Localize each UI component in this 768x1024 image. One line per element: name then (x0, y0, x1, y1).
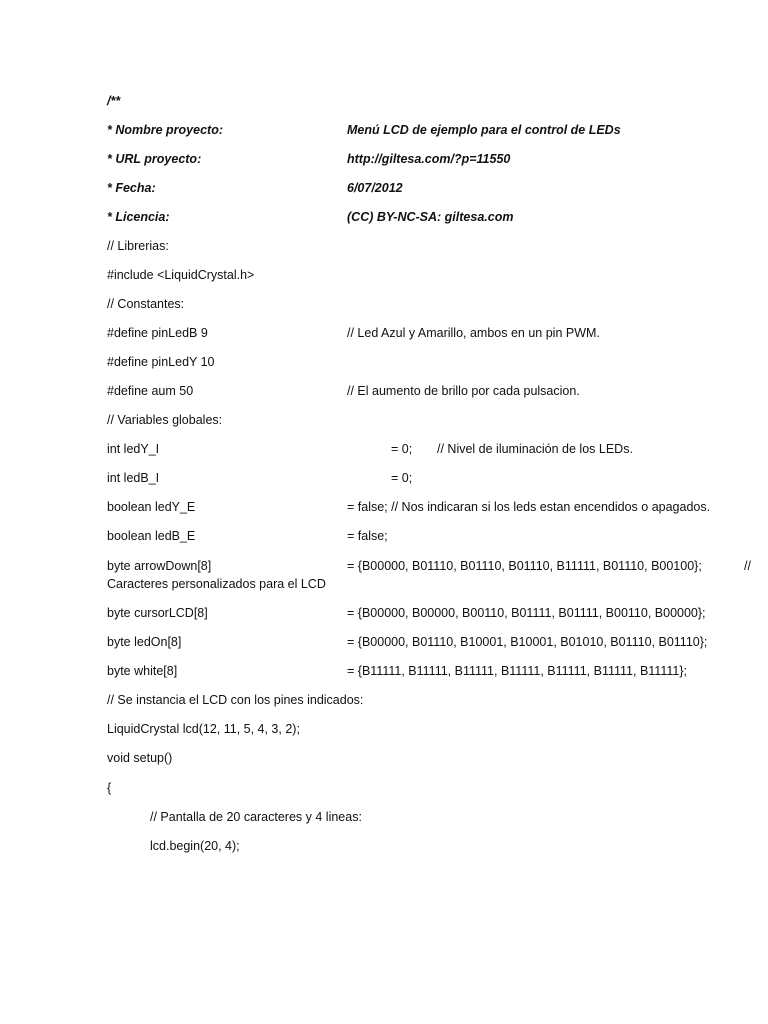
bool-ledb-value: = false; (347, 529, 388, 543)
byte-ledon-value: = {B00000, B01110, B10001, B10001, B01010, B01110, B01110}; (347, 635, 708, 649)
date-label: * Fecha: (107, 181, 156, 195)
project-url-row (107, 151, 511, 167)
libraries-comment: // Librerias: (107, 239, 169, 253)
comment-open: /** (107, 94, 121, 108)
define-pinledb: #define pinLedB 9 (107, 326, 208, 340)
bool-ledb-row (107, 528, 388, 544)
globals-comment: // Variables globales: (107, 413, 223, 427)
project-name-value: Menú LCD de ejemplo para el control de LEDs (347, 123, 621, 137)
int-ledy: int ledY_I (107, 442, 160, 456)
setup-brace-open: { (107, 781, 112, 795)
screen-size-comment: // Pantalla de 20 caracteres y 4 lineas: (150, 810, 362, 824)
define-aum-comment: // El aumento de brillo por cada pulsacion. (347, 384, 580, 398)
byte-white-value: = {B11111, B11111, B11111, B11111, B11111, B11111, B11111}; (347, 664, 687, 678)
project-name-label: * Nombre proyecto: (107, 123, 223, 137)
lcd-instance-comment: // Se instancia el LCD con los pines indicados: (107, 693, 364, 707)
int-ledb-row (107, 470, 413, 486)
setup-signature: void setup() (107, 751, 173, 765)
int-ledb: int ledB_I (107, 471, 160, 485)
byte-white-row (107, 663, 687, 679)
date-value: 6/07/2012 (347, 181, 403, 195)
int-ledy-row (107, 441, 633, 457)
byte-cursorlcd-value: = {B00000, B00000, B00110, B01111, B01111, B00110, B00000}; (347, 606, 706, 620)
byte-arrowdown-value: = {B00000, B01110, B01110, B01110, B11111, B01110, B00100}; (347, 559, 702, 573)
byte-arrowdown-comment: // (744, 559, 751, 573)
lcd-declaration: LiquidCrystal lcd(12, 11, 5, 4, 3, 2); (107, 722, 300, 736)
license-label: * Licencia: (107, 210, 170, 224)
define-pinledb-comment: // Led Azul y Amarillo, ambos en un pin PWM. (347, 326, 600, 340)
include-line: #include <LiquidCrystal.h> (107, 268, 255, 282)
constants-comment: // Constantes: (107, 297, 185, 311)
define-pinledy: #define pinLedY 10 (107, 355, 215, 369)
lcd-begin-call: lcd.begin(20, 4); (150, 839, 240, 853)
bool-ledy: boolean ledY_E (107, 500, 196, 514)
project-name-row (107, 122, 621, 138)
date-row (107, 180, 403, 196)
define-aum-row (107, 383, 580, 399)
byte-arrowdown-row (107, 558, 751, 574)
define-aum: #define aum 50 (107, 384, 194, 398)
int-ledy-value: = 0; (391, 442, 413, 456)
int-ledb-value: = 0; (391, 471, 413, 485)
byte-cursorlcd: byte cursorLCD[8] (107, 606, 208, 620)
project-url-label: * URL proyecto: (107, 152, 202, 166)
byte-arrowdown: byte arrowDown[8] (107, 559, 212, 573)
license-row (107, 209, 514, 225)
define-pinledb-row (107, 325, 600, 341)
byte-cursorlcd-row (107, 605, 706, 621)
byte-arrowdown-comment-cont: Caracteres personalizados para el LCD (107, 577, 326, 591)
byte-white: byte white[8] (107, 664, 178, 678)
license-value: (CC) BY-NC-SA: giltesa.com (347, 210, 514, 224)
bool-ledy-row (107, 499, 711, 515)
bool-ledb: boolean ledB_E (107, 529, 196, 543)
byte-ledon-row (107, 634, 708, 650)
project-url-value: http://giltesa.com/?p=11550 (347, 152, 511, 166)
byte-ledon: byte ledOn[8] (107, 635, 182, 649)
int-ledy-comment: // Nivel de iluminación de los LEDs. (437, 442, 633, 456)
bool-ledy-value: = false; // Nos indicaran si los leds estan encendidos o apagados. (347, 500, 711, 514)
